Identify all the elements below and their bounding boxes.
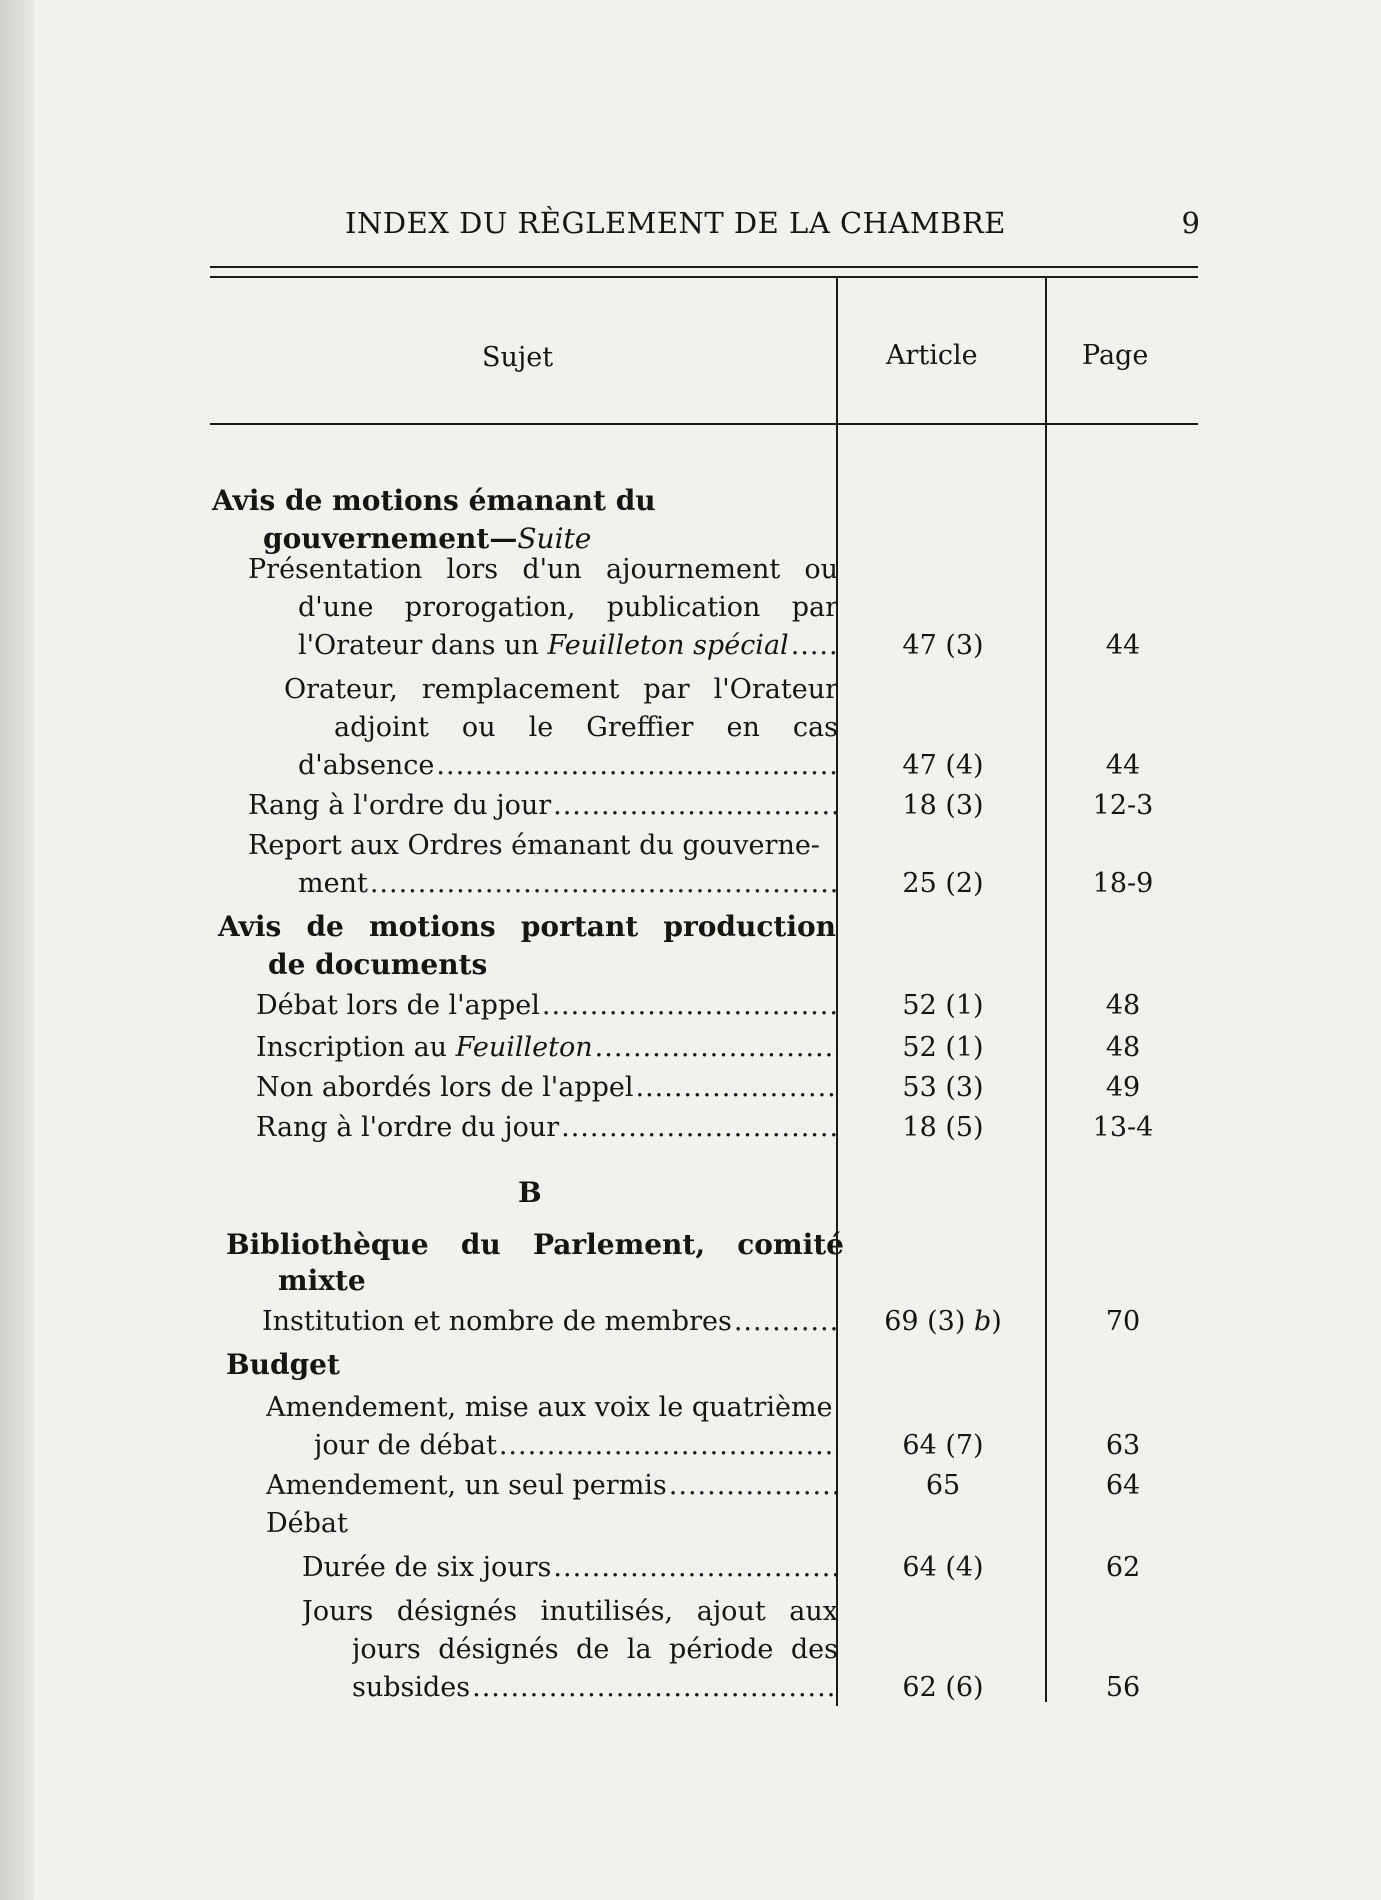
entry-text: Amendement, un seul permis (266, 1470, 667, 1501)
entry-text: Débat lors de l'appel (256, 990, 540, 1021)
entry-subject-line (256, 1070, 838, 1106)
entry-text: ment (298, 868, 368, 899)
alphabet-letter: B (518, 1176, 542, 1209)
entry-subject-line (262, 1304, 838, 1340)
entry-text: Inscription au (256, 1032, 456, 1063)
section-heading-continued: mixte (278, 1264, 366, 1297)
entry-subject-line (248, 788, 838, 824)
entry-subject-line: Débat (266, 1508, 348, 1539)
index-entry (0, 988, 1381, 1030)
entry-page: 13-4 (1092, 1112, 1154, 1143)
top-rule-second (210, 276, 1198, 278)
entry-subject-line (266, 1468, 838, 1504)
section-heading-line2: gouvernement— (263, 522, 518, 555)
entry-article: 18 (3) (902, 790, 984, 821)
entry-article: 52 (1) (902, 1032, 984, 1063)
dot-leader (561, 1110, 838, 1146)
index-entry-continued (0, 866, 1381, 908)
index-entry (0, 1070, 1381, 1112)
top-rule (210, 266, 1198, 268)
entry-article: 52 (1) (902, 990, 984, 1021)
index-entry (0, 672, 1381, 714)
section-heading: Avis de motions portant production (218, 910, 836, 943)
entry-subject-line (352, 1670, 838, 1706)
index-entry (0, 1390, 1381, 1432)
section-heading: Bibliothèque du Parlement, comité (226, 1228, 844, 1261)
entry-subject-line (256, 988, 838, 1024)
entry-text: l'Orateur dans un (298, 630, 548, 661)
suite-label: Suite (517, 522, 592, 555)
index-entry (0, 1030, 1381, 1072)
index-entry (0, 788, 1381, 830)
entry-article: 53 (3) (902, 1072, 984, 1103)
entry-article: 62 (6) (902, 1672, 984, 1703)
dot-leader (436, 748, 838, 784)
entry-subject-line: Orateur, remplacement par l'Orateur (284, 674, 838, 705)
index-entry-continued (0, 710, 1381, 752)
entry-article: 64 (7) (902, 1430, 984, 1461)
dot-leader (553, 1550, 838, 1586)
dot-leader (669, 1468, 838, 1504)
column-header-page: Page (1082, 340, 1149, 371)
dot-leader (595, 1030, 838, 1066)
index-entry-continued (0, 628, 1381, 670)
index-entry-continued (0, 1670, 1381, 1712)
section-heading: Avis de motions émanant du (212, 484, 656, 517)
entry-text: Non abordés lors de l'appel (256, 1072, 634, 1103)
entry-subject-line (298, 628, 838, 664)
entry-article: 65 (925, 1470, 961, 1501)
entry-text: Durée de six jours (302, 1552, 552, 1583)
index-entry-continued (0, 1632, 1381, 1674)
dot-leader (472, 1670, 838, 1706)
entry-text: d'absence (298, 750, 435, 781)
entry-subject-line (298, 866, 838, 902)
index-entry (0, 1594, 1381, 1636)
entry-text: Institution et nombre de membres (262, 1306, 732, 1337)
entry-page: 63 (1105, 1430, 1141, 1461)
entry-page: 48 (1105, 990, 1141, 1021)
dot-leader (553, 788, 838, 824)
header-rule (210, 423, 1198, 425)
index-entry (0, 1506, 1381, 1548)
entry-article: 64 (4) (902, 1552, 984, 1583)
entry-page: 62 (1105, 1552, 1141, 1583)
index-entry (0, 1468, 1381, 1510)
entry-page: 49 (1105, 1072, 1141, 1103)
dot-leader (791, 628, 838, 664)
entry-subject-line: Jours désignés inutilisés, ajout aux (302, 1596, 838, 1627)
entry-page: 70 (1105, 1306, 1141, 1337)
entry-text: Rang à l'ordre du jour (256, 1112, 560, 1143)
entry-text-italic: Feuilleton (455, 1032, 593, 1063)
entry-article: 47 (3) (902, 630, 984, 661)
dot-leader (542, 988, 838, 1024)
entry-subject-line (314, 1428, 838, 1464)
dot-leader (370, 866, 838, 902)
column-header-subject: Sujet (482, 342, 554, 373)
entry-article: 47 (4) (902, 750, 984, 781)
entry-text: Rang à l'ordre du jour (248, 790, 552, 821)
entry-page: 18-9 (1092, 868, 1154, 899)
entry-text: jour de débat (314, 1430, 497, 1461)
index-entry-continued (0, 590, 1381, 632)
dot-leader (636, 1070, 838, 1106)
entry-text-italic: Feuilleton spécial (547, 630, 789, 661)
index-entry (0, 828, 1381, 870)
entry-page: 44 (1105, 630, 1141, 661)
entry-subject-line: Présentation lors d'un ajournement ou (248, 554, 838, 585)
entry-subject-line: d'une prorogation, publication par (298, 592, 838, 623)
entry-subject-line (298, 748, 838, 784)
running-head (210, 206, 1200, 246)
entry-page: 56 (1105, 1672, 1141, 1703)
entry-subject-line: Amendement, mise aux voix le quatrième (266, 1392, 833, 1423)
entry-subject-line: Report aux Ordres émanant du gouverne- (248, 830, 820, 861)
index-entry (0, 1304, 1381, 1346)
index-entry (0, 1110, 1381, 1152)
entry-subject-line (302, 1550, 838, 1586)
index-entry-continued (0, 748, 1381, 790)
entry-subject-line (256, 1110, 838, 1146)
entry-subject-line: jours désignés de la période des (352, 1634, 838, 1665)
dot-leader (499, 1428, 838, 1464)
page-number: 9 (1181, 206, 1200, 240)
entry-page: 12-3 (1092, 790, 1154, 821)
entry-text: subsides (352, 1672, 471, 1703)
dot-leader (734, 1304, 838, 1340)
entry-subject-line (256, 1030, 838, 1066)
section-heading: Budget (226, 1348, 340, 1381)
entry-page: 48 (1105, 1032, 1141, 1063)
entry-subject-line: adjoint ou le Greffier en cas (334, 712, 838, 743)
entry-article: 69 (3) b) (884, 1306, 1002, 1337)
entry-page: 44 (1105, 750, 1141, 781)
index-entry (0, 1550, 1381, 1592)
column-header-article: Article (886, 340, 978, 371)
section-heading-continued: de documents (268, 948, 488, 981)
entry-article: 25 (2) (902, 868, 984, 899)
page-title: INDEX DU RÈGLEMENT DE LA CHAMBRE (345, 206, 1006, 240)
index-entry (0, 552, 1381, 594)
entry-article: 18 (5) (902, 1112, 984, 1143)
entry-page: 64 (1105, 1470, 1141, 1501)
index-entry-continued (0, 1428, 1381, 1470)
